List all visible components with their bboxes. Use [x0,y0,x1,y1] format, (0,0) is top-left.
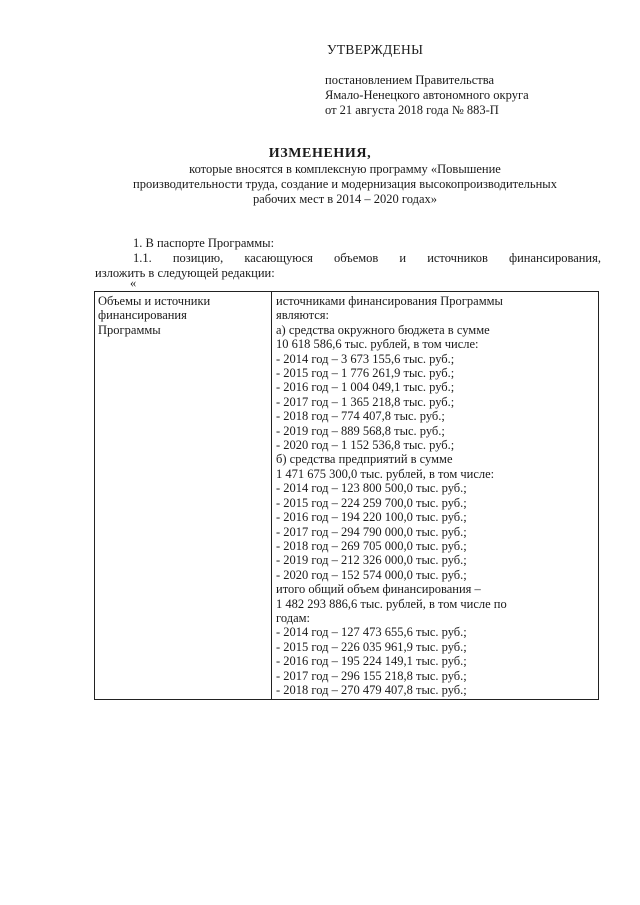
content-line: 10 618 586,6 тыс. рублей, в том числе: [276,337,479,352]
approval-line: от 21 августа 2018 года № 883-П [325,103,499,117]
subtitle-line: производительности труда, создание и модернизация высокопроизводительных [133,177,557,191]
paragraph-1-1-line: изложить в следующей редакции: [95,266,275,280]
label-line: Программы [98,322,161,337]
approval-line: Ямало-Ненецкого автономного округа [325,88,529,102]
label-line: финансирования [98,308,187,323]
content-line: - 2016 год – 194 220 100,0 тыс. руб.; [276,510,467,525]
content-line: - 2014 год – 123 800 500,0 тыс. руб.; [276,481,467,496]
content-line: - 2015 год – 1 776 261,9 тыс. руб.; [276,366,455,381]
content-line: источниками финансирования Программы [276,294,503,308]
content-line: 1 482 293 886,6 тыс. рублей, в том числе по [276,596,507,611]
content-line: - 2015 год – 224 259 700,0 тыс. руб.; [276,495,467,510]
approval-heading: УТВЕРЖДЕНЫ [327,42,424,57]
content-line: - 2018 год – 774 407,8 тыс. руб.; [276,409,445,424]
content-line: - 2016 год – 1 004 049,1 тыс. руб.; [276,380,455,395]
content-line: - 2014 год – 127 473 655,6 тыс. руб.; [276,625,467,640]
content-line: итого общий объем финансирования – [276,582,481,597]
paragraph-1: 1. В паспорте Программы: [133,236,275,250]
content-line: 1 471 675 300,0 тыс. рублей, в том числе: [276,466,495,481]
approval-line: постановлением Правительства [325,73,495,87]
paragraph-1-1 [95,251,601,281]
content-line: б) средства предприятий в сумме [276,452,453,467]
content-line: - 2017 год – 296 155 218,8 тыс. руб.; [276,668,467,683]
content-line: - 2020 год – 152 574 000,0 тыс. руб.; [276,567,467,582]
content-line: - 2014 год – 3 673 155,6 тыс. руб.; [276,351,455,366]
content-line: - 2019 год – 889 568,8 тыс. руб.; [276,423,445,438]
table-cell-label [95,292,272,700]
document-title: ИЗМЕНЕНИЯ, [268,146,372,161]
content-line: - 2019 год – 212 326 000,0 тыс. руб.; [276,553,467,568]
paragraph-1-1-line: 1.1. позицию, касающуюся объемов и источников финансирования, [133,251,601,265]
content-line: - 2017 год – 1 365 218,8 тыс. руб.; [276,394,455,409]
financing-table [94,291,599,700]
content-line: а) средства окружного бюджета в сумме [276,322,490,337]
content-line: - 2018 год – 269 705 000,0 тыс. руб.; [276,538,467,553]
content-line: - 2018 год – 270 479 407,8 тыс. руб.; [276,682,467,697]
content-line: - 2017 год – 294 790 000,0 тыс. руб.; [276,524,467,539]
opening-quote: « [130,276,137,290]
subtitle-line: рабочих мест в 2014 – 2020 годах» [252,192,438,206]
table-cell-content [272,292,599,700]
table-row [95,292,599,700]
document-subtitle [85,162,605,207]
subtitle-line: которые вносятся в комплексную программу «Повышение [189,162,501,176]
content-line: являются: [276,308,330,323]
label-line: Объемы и источники [98,294,211,308]
content-line: - 2016 год – 195 224 149,1 тыс. руб.; [276,654,467,669]
content-line: - 2015 год – 226 035 961,9 тыс. руб.; [276,639,467,654]
content-line: годам: [276,610,310,625]
content-line: - 2020 год – 1 152 536,8 тыс. руб.; [276,438,455,453]
approval-block [325,73,625,118]
